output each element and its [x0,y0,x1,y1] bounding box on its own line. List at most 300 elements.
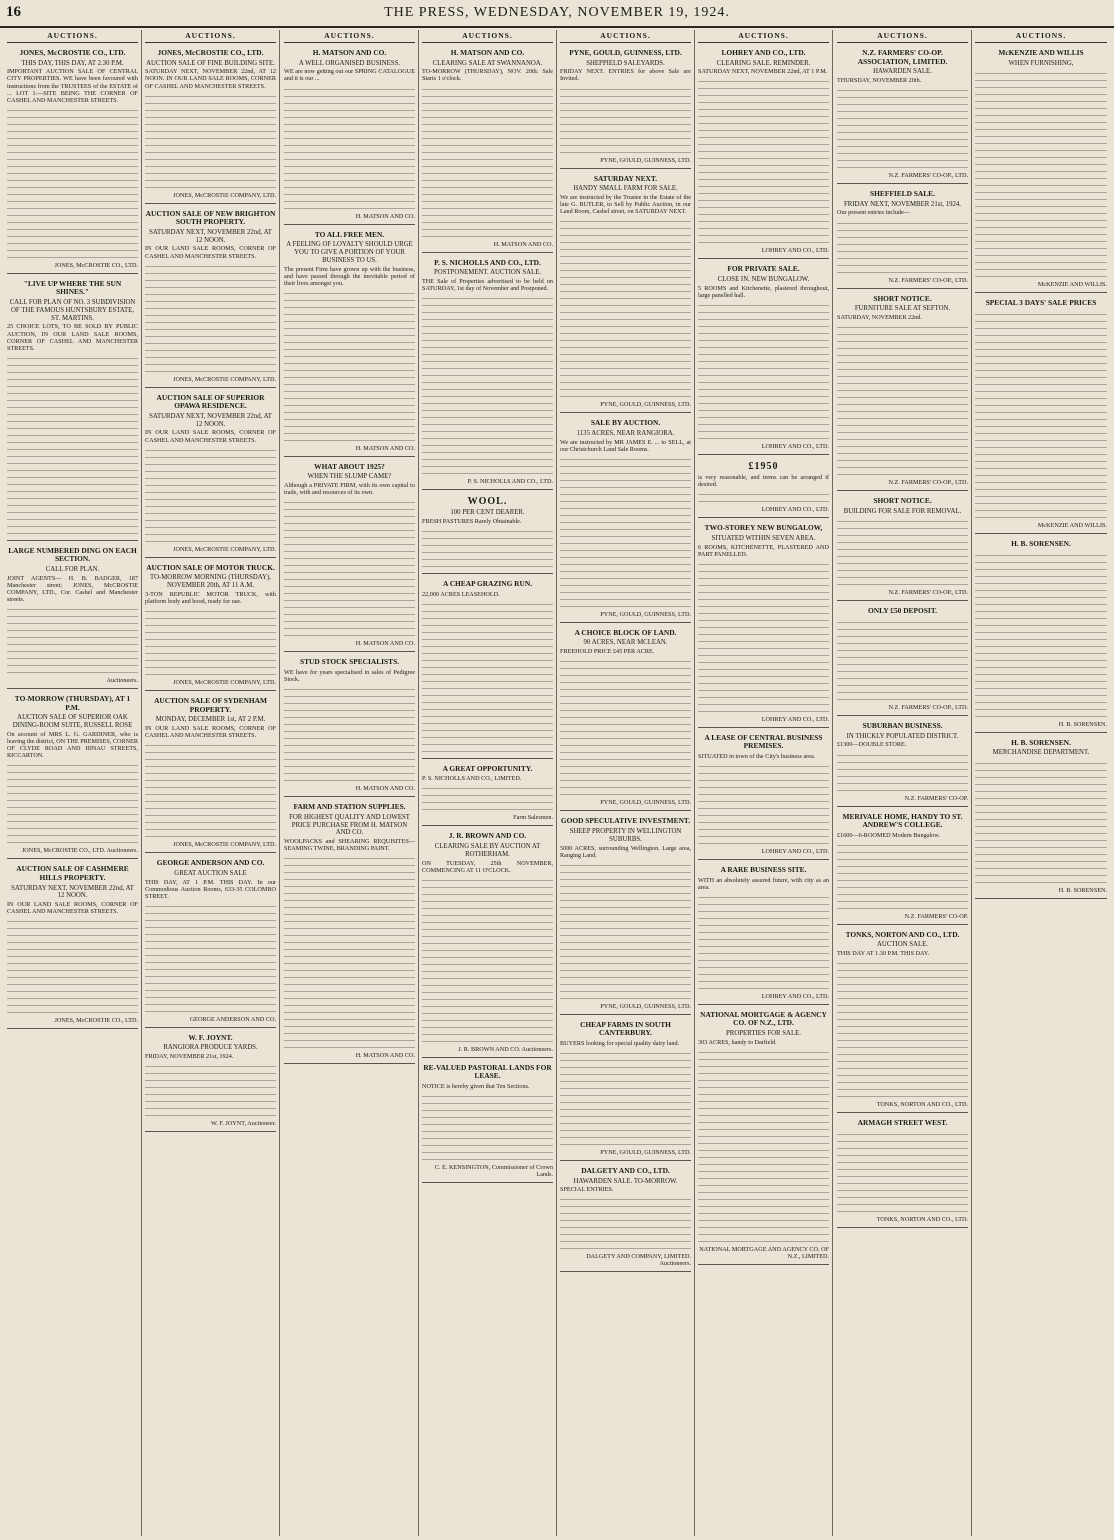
ad-signature: W. F. JOYNT, Auctioneer. [211,1120,276,1128]
ad-small-print [837,959,968,1099]
ad-heading: AUCTION SALE OF CASHMERE HILLS PROPERTY. [16,864,129,882]
ad-body: FRIDAY, NOVEMBER 21st, 1924. [145,1053,234,1061]
ad-heading: SHORT NOTICE. [873,293,932,303]
advertisement [145,1031,276,1132]
advertisement [698,731,829,860]
ad-heading: TO ALL FREE MEN. [314,229,385,239]
advertisement [975,46,1107,293]
ad-subheading: CALL FOR PLAN OF NO. 3 SUBDIVISION OF THE FAMOUS HUNTSBURY ESTATE, ST. MARTINS. [9,299,136,322]
ad-body: WOOLPACKS and SHEARING REQUISITES— SEAMING TWINE, BRANDING PAINT. [284,838,415,853]
advertisement [7,544,138,689]
ad-body: BUYERS looking for special quality dairy land. [560,1039,680,1047]
advertisement [837,292,968,491]
ad-heading: ONLY £50 DEPOSIT. [868,606,937,616]
ad-subheading: FOR HIGHEST QUALITY AND LOWEST PRICE PURCHASE FROM H. MATSON AND CO. [289,813,410,837]
ad-subheading: 100 PER CENT DEARER. [450,509,525,517]
ad-signature: N.Z. FARMERS' CO-OP., LTD. [888,704,968,712]
advertisement [837,810,968,925]
ad-heading: H. MATSON AND CO. [312,48,387,57]
advertisement [560,1018,691,1161]
column-6 [695,30,833,1536]
ad-heading: SALE BY AUCTION. [590,418,661,428]
ad-heading: A RARE BUSINESS SITE. [720,865,807,875]
ad-body: IMPORTANT AUCTION SALE OF CENTRAL CITY PROPERTIES. WE have been favoured with instructions from the TRUSTEES of the ESTATE of ... LOT 1.—SITE BEING THE CORNER OF CASHEL AND MANCHESTER STREETS. [7,68,138,104]
ad-small-print [7,106,138,260]
ad-small-print [560,1195,691,1251]
advertisement [7,46,138,274]
ad-small-print [560,455,691,609]
ad-heading: H. B. SORENSEN. [1011,538,1071,548]
ad-body: TO-MORROW (THURSDAY), NOV. 20th. Sale Starts 1 o'clock. [422,68,553,83]
advertisement [837,1116,968,1228]
ad-small-print [284,854,415,1050]
ad-signature: TONKS, NORTON AND CO., LTD. [876,1215,968,1223]
ad-subheading: AUCTION SALE OF FINE BUILDING SITE. [146,59,275,67]
ad-small-print [145,1062,276,1118]
ad-small-print [422,85,553,239]
ad-small-print [698,490,829,504]
advertisement [837,187,968,288]
advertisement [145,46,276,204]
ad-small-print [560,861,691,1001]
ad-signature: H. B. SORENSEN. [1058,720,1107,728]
ad-body: 3-TON REPUBLIC MOTOR TRUCK, with platform body and hood, ready for use. [145,590,276,605]
ad-heading: TONKS, NORTON AND CO., LTD. [845,929,960,939]
ad-body: 25 CHOICE LOTS, TO BE SOLD BY PUBLIC AUCTION, IN OUR LAND SALE ROOMS, CORNER OF CASHEL AND MANCHESTER STREETS. [7,323,138,352]
advertisement [560,172,691,414]
ad-signature: H. MATSON AND CO. [355,444,415,452]
advertisement [7,277,138,541]
ad-small-print [698,301,829,441]
ad-small-print [284,289,415,443]
advertisement [837,719,968,806]
advertisement [560,814,691,1014]
ad-small-print [560,85,691,155]
ad-body: JOINT AGENTS— H. B. BADGER, 187 Manchester street; JONES, McCROSTIE COMPANY, LTD., Cor. Cashel and Manchester streets. [7,574,138,604]
ad-small-print [837,751,968,793]
ad-heading: "LIVE UP WHERE THE SUN SHINES." [23,278,122,297]
ad-small-print [145,902,276,1014]
ad-subheading: CLEARING SALE BY AUCTION AT ROTHERHAM. [434,843,541,858]
ad-body: 22,000 ACRES LEASEHOLD. [422,590,500,598]
ad-signature: H. MATSON AND CO. [355,1052,415,1060]
column-8 [972,30,1110,1536]
ad-subheading: MONDAY, DECEMBER 1st, AT 2 P.M. [155,716,266,724]
ad-body: FRIDAY NEXT. ENTRIES for above Sale are Invited. [560,68,691,83]
advertisement [698,46,829,259]
ad-signature: LOHREY AND CO., LTD. [761,848,829,856]
column-header: AUCTIONS. [975,30,1107,43]
advertisement [560,626,691,811]
advertisement [284,460,415,653]
ad-signature: JONES, McCROSTIE COMPANY, LTD. [173,678,276,686]
ad-small-print [7,354,138,536]
advertisement [975,736,1107,899]
ad-subheading: AUCTION SALE. [877,941,928,949]
ad-subheading: GREAT AUCTION SALE [174,869,247,877]
ad-subheading: BUILDING FOR SALE FOR REMOVAL. [843,507,962,515]
column-3 [281,30,419,1536]
advertisement [145,856,276,1028]
ad-signature: GEORGE ANDERSON AND CO. [189,1015,276,1023]
ad-small-print [698,893,829,991]
ad-subheading: PROPERTIES FOR SALE. [726,1030,801,1038]
ad-small-print [560,1049,691,1147]
ad-signature: PYNE, GOULD, GUINNESS, LTD. [600,799,691,807]
column-2 [142,30,280,1536]
ad-small-print [975,759,1107,885]
ad-subheading: SHEPPIELD SALEYARDS. [586,59,665,67]
ad-signature: PYNE, GOULD, GUINNESS, LTD. [600,610,691,618]
ad-subheading: TO-MORROW MORNING (THURSDAY), NOVEMBER 20th, AT 11 A.M. [150,574,271,589]
advertisement [560,46,691,169]
column-header: AUCTIONS. [7,30,138,43]
ad-heading: JONES, McCROSTIE CO., LTD. [19,48,126,57]
ad-subheading: FRIDAY NEXT, NOVEMBER 21st, 1924. [844,200,961,208]
ad-subheading: FURNITURE SALE AT SEFTON. [854,305,951,313]
advertisement [284,46,415,225]
ad-signature: LOHREY AND CO., LTD. [761,715,829,723]
ad-small-print [560,217,691,399]
advertisement [837,46,968,184]
ad-small-print [7,917,138,1015]
ad-small-print [698,762,829,846]
advertisement [422,829,553,1057]
ad-small-print [837,618,968,702]
ad-signature: PYNE, GOULD, GUINNESS, LTD. [600,1148,691,1156]
ad-body: SPECIAL ENTRIES. [560,1186,614,1194]
page-number: 16 [6,4,21,20]
ad-heading: SATURDAY NEXT. [593,173,658,183]
ad-signature: N.Z. FARMERS' CO-OP., LTD. [888,172,968,180]
column-header: AUCTIONS. [422,30,553,43]
ad-body: SATURDAY, NOVEMBER 22nd. [837,313,922,321]
ad-body: THE Sale of Properties advertised to be held on SATURDAY, 1st day of November and Postponed. [422,277,553,293]
ad-signature: JONES, McCROSTIE COMPANY, LTD. [173,841,276,849]
ad-small-print [284,85,415,211]
ad-heading: H. MATSON AND CO. [450,48,525,57]
ad-small-print [422,876,553,1044]
column-7 [834,30,972,1536]
ad-subheading: SITUATED WITHIN SEVEN AREA. [711,534,816,542]
ad-signature: JONES, McCROSTIE COMPANY, LTD. [173,375,276,383]
ad-body: P. S. NICHOLLS AND CO., LIMITED. [422,775,522,783]
ad-small-print [7,605,138,675]
ad-heading: AUCTION SALE OF SUPERIOR OPAWA RESIDENCE. [156,392,265,411]
ad-heading: AUCTION SALE OF SYDENHAM PROPERTY. [154,695,267,714]
ad-small-print [422,784,553,812]
ad-heading: CHEAP FARMS IN SOUTH CANTERBURY. [580,1019,671,1038]
ad-small-print [284,498,415,638]
ad-subheading: A FEELING OF LOYALTY SHOULD URGE YOU TO GIVE A PORTION OF YOUR BUSINESS TO US. [286,241,413,264]
ad-heading: A CHOICE BLOCK OF LAND. [574,627,677,637]
ad-small-print [698,1048,829,1244]
ad-small-print [422,294,553,476]
ad-heading: TWO-STOREY NEW BUNGALOW, [704,523,823,533]
ad-small-print [837,86,968,170]
advertisement [560,1164,691,1272]
ad-small-print [145,92,276,190]
ad-small-print [975,69,1107,279]
ad-signature: J. R. BROWN AND CO. Auctioneers. [458,1045,553,1053]
ad-body: WE are now getting out our SPRING CATALOGUE and it is our ... [284,68,415,83]
ad-signature: JONES, McCROSTIE CO., LTD. Auctioneers. [21,847,138,855]
ad-body: IN OUR LAND SALE ROOMS, CORNER OF CASHEL AND MANCHESTER STREETS. [7,901,138,916]
ad-signature: H. B. SORENSEN. [1058,886,1107,894]
advertisement [698,863,829,1005]
ad-body: SITUATED in town of the City's business area. [698,753,816,761]
ad-heading: W. F. JOYNT. [188,1032,233,1042]
ad-heading: A LEASE OF CENTRAL BUSINESS PREMISES. [704,732,823,751]
ad-heading: H. B. SORENSEN. [1011,737,1071,747]
ad-signature: JONES, McCROSTIE CO., LTD. [54,261,138,269]
ad-heading: GEORGE ANDERSON AND CO. [156,858,265,868]
ad-heading: N.Z. FARMERS' CO-OP. ASSOCIATION, LIMITED. [857,48,948,66]
ad-subheading: CLOSE IN. NEW BUNGALOW. [717,276,810,284]
ad-small-print [145,741,276,839]
ad-subheading: HANDY SMALL FARM FOR SALE. [573,185,678,193]
ad-subheading: MERCHANDISE DEPARTMENT. [992,749,1090,757]
advertisement [975,537,1107,733]
ad-subheading: SHEEP PROPERTY IN WELLINGTON SUBURBS. [569,827,682,843]
ad-heading: SHORT NOTICE. [873,496,932,506]
ad-signature: NATIONAL MORTGAGE AND AGENCY CO. OF N.Z., LIMITED. [699,1245,829,1260]
ad-subheading: WHEN THE SLUMP CAME? [307,473,392,481]
advertisement [145,207,276,388]
ad-heading: A GREAT OPPORTUNITY. [442,763,533,773]
ad-subheading: CLEARING SALE AT SWANNANOA. [432,59,543,67]
advertisement [284,800,415,1064]
ad-small-print [837,219,968,275]
page-title: THE PRESS, WEDNESDAY, NOVEMBER 19, 1924. [384,5,730,20]
advertisement [145,391,276,558]
ad-heading: PYNE, GOULD, GUINNESS, LTD. [569,48,682,57]
ad-body: THIS DAY AT 1.30 P.M. THIS DAY. [837,950,930,958]
ad-small-print [422,600,553,754]
advertisement [7,692,138,859]
ad-signature: LOHREY AND CO., LTD. [761,992,829,1000]
ad-small-print [837,841,968,911]
columns-container [4,30,1110,1536]
ad-heading: J. R. BROWN AND CO. [448,831,527,841]
ad-small-print [284,685,415,783]
ad-small-print [975,310,1107,520]
column-1 [4,30,142,1536]
ad-subheading: AUCTION SALE OF SUPERIOR OAK DINING-ROOM SUITE, RUSSELL ROSE [12,714,133,730]
ad-small-print [698,560,829,714]
ad-heading: SHEFFIELD SALE. [870,189,935,199]
ad-signature: H. MATSON AND CO. [355,785,415,793]
ad-body: IN OUR LAND SALE ROOMS, CORNER OF CASHEL AND MANCHESTER STREETS. [145,429,276,444]
ad-subheading: THIS DAY, THIS DAY, AT 2.30 P.M. [21,59,124,67]
ad-signature: McKENZIE AND WILLIS. [1037,281,1107,289]
ad-body: SATURDAY NEXT, NOVEMBER 22nd, AT 12 NOON. IN OUR LAND SALE ROOMS, CORNER OF CASHEL AND MANCHESTER STREETS. [145,68,276,90]
ad-small-print [698,77,829,245]
ad-small-print [560,657,691,797]
ad-heading: GOOD SPECULATIVE INVESTMENT. [560,816,691,826]
ad-subheading: A WELL ORGANISED BUSINESS. [298,59,401,67]
ad-signature: P. S. NICHOLLS AND CO., LTD. [467,478,553,486]
ad-heading: NATIONAL MORTGAGE & AGENCY CO. OF N.Z., LTD. [700,1009,827,1028]
ad-signature: H. MATSON AND CO. [355,640,415,648]
ad-signature: LOHREY AND CO., LTD. [761,443,829,451]
ad-subheading: RANGIORA PRODUCE YARDS. [163,1044,258,1052]
ad-body: 5000 ACRES, surrounding Wellington. Large area, Ranging Land. [560,844,691,859]
ad-body: 303 ACRES, handy to Darfield. [698,1038,777,1046]
ad-body: £1600—6-ROOMED Modern Bungalow. [837,831,940,839]
ad-heading: FOR PRIVATE SALE. [727,264,800,274]
ad-body: ON TUESDAY, 25th NOVEMBER, COMMENCING AT 11 O'CLOCK. [422,859,553,874]
column-4 [419,30,557,1536]
advertisement [145,561,276,691]
ad-signature: PYNE, GOULD, GUINNESS, LTD. [600,1002,691,1010]
advertisement [422,493,553,574]
ad-heading: A CHEAP GRAZING RUN. [442,579,533,589]
ad-signature: N.Z. FARMERS' CO-OP., LTD. [888,589,968,597]
ad-signature: PYNE, GOULD, GUINNESS, LTD. [600,156,691,164]
ad-subheading: 90 ACRES, NEAR MCLEAN. [583,639,668,647]
ad-signature: Farm Salesmen. [513,814,553,822]
ad-heading: DALGETY AND CO., LTD. [581,1165,670,1175]
column-header: AUCTIONS. [284,30,415,43]
ad-signature: JONES, McCROSTIE COMPANY, LTD. [173,545,276,553]
ad-body: WITH an absolutely assured future, with city as an area. [698,876,829,891]
advertisement [837,604,968,716]
ad-heading: ARMAGH STREET WEST. [857,1118,948,1128]
ad-heading: AUCTION SALE OF NEW BRIGHTON SOUTH PROPERTY. [145,208,276,227]
advertisement [698,521,829,728]
ad-body: On account of MRS L. G. GARDINER, who is leaving the district, ON THE PREMISES, CORNER OF CLYDE ROAD AND HINAU STREETS, RICCARTON. [7,730,138,760]
advertisement [837,928,968,1113]
ad-signature: TONKS, NORTON AND CO., LTD. [876,1101,968,1109]
ad-subheading: 1135 ACRES, NEAR RANGIORA. [576,429,675,437]
ad-heading: P. S. NICHOLLS AND CO., LTD. [434,257,541,267]
ad-heading: FARM AND STATION SUPPLIES. [293,802,406,812]
ad-heading: £1950 [748,461,779,473]
ad-heading: TO-MORROW (THURSDAY), AT 1 P.M. [14,694,131,712]
ad-heading: AUCTION SALE OF MOTOR TRUCK. [146,562,275,572]
advertisement [560,416,691,623]
ad-signature: LOHREY AND CO., LTD. [761,506,829,514]
ad-heading: WOOL. [467,496,508,508]
ad-subheading: HAWARDEN SALE. [873,68,932,76]
ad-small-print [837,1130,968,1214]
advertisement [837,494,968,601]
ad-signature: Auctioneers. [106,677,138,685]
ad-subheading: SATURDAY NEXT, NOVEMBER 22nd, AT 12 NOON. [149,412,272,428]
advertisement [422,256,553,491]
ad-subheading: WHEN FURNISHING, [1008,59,1074,67]
masthead [0,0,1114,28]
ad-signature: JONES, McCROSTIE CO., LTD. [54,1017,138,1025]
ad-subheading: CLEARING SALE. REMINDER. [716,59,811,67]
advertisement [422,1061,553,1183]
advertisement [284,655,415,797]
ad-signature: McKENZIE AND WILLIS. [1037,521,1107,529]
ad-body: SATURDAY NEXT, NOVEMBER 22nd, AT 1 P.M. [698,68,828,76]
ad-body: Our present entries include— [837,209,911,217]
advertisement [422,577,553,759]
ad-heading: LOHREY AND CO., LTD. [721,48,806,57]
advertisement [7,862,138,1029]
ad-signature: N.Z. FARMERS' CO-OP. [904,794,968,802]
ad-subheading: SATURDAY NEXT, NOVEMBER 22nd, AT 12 NOON. [11,884,134,900]
ad-heading: RE-VALUED PASTORAL LANDS FOR LEASE. [423,1062,552,1081]
advertisement [698,1008,829,1265]
ad-signature: H. MATSON AND CO. [355,212,415,220]
ad-heading: JONES, McCROSTIE CO., LTD. [157,48,264,57]
ad-small-print [422,1092,553,1162]
advertisement [145,694,276,853]
ad-body: £1300—DOUBLE STORE. [837,741,907,749]
ad-small-print [145,446,276,544]
ad-body: WE have for years specialised in sales of Pedigree Stock. [284,669,415,684]
column-5 [557,30,695,1536]
column-header: AUCTIONS. [837,30,968,43]
ad-signature: H. MATSON AND CO. [493,240,553,248]
ad-subheading: HAWARDEN SALE. TO-MORROW. [573,1177,678,1185]
advertisement [422,762,553,827]
ad-small-print [145,262,276,374]
advertisement [698,458,829,518]
ad-subheading: POSTPONEMENT. AUCTION SALE. [433,269,542,277]
ad-subheading: CALL FOR PLAN. [45,566,100,573]
advertisement [284,228,415,457]
ad-body: THIS DAY, AT 1 P.M. THIS DAY. In our Commodious Auction Rooms, 633-35 COLOMBO STREET. [145,878,276,900]
ad-body: NOTICE is hereby given that Ten Sections. [422,1082,530,1090]
advertisement [698,262,829,455]
ad-small-print [422,527,553,569]
ad-signature: C. E. KENSINGTON, Commissioner of Crown Lands. [434,1164,553,1179]
ad-heading: SUBURBAN BUSINESS. [862,721,943,731]
ad-small-print [7,761,138,845]
ad-signature: DALGETY AND COMPANY, LIMITED. Auctioneers. [586,1253,691,1268]
ad-signature: JONES, McCROSTIE COMPANY, LTD. [173,191,276,199]
ad-heading: WHAT ABOUT 1925? [314,461,385,471]
column-header: AUCTIONS. [560,30,691,43]
column-header: AUCTIONS. [145,30,276,43]
ad-subheading: SATURDAY NEXT, NOVEMBER 22nd, AT 12 NOON. [149,228,272,244]
ad-heading: LARGE NUMBERED DING ON EACH SECTION. [8,545,137,564]
ad-signature: LOHREY AND CO., LTD. [761,247,829,255]
column-header: AUCTIONS. [698,30,829,43]
ad-body: The present Firm have grown up with the business, and have passed through the inevitable period of their lives amongst you. [284,265,415,287]
ad-body: We are instructed by the Trustee in the Estate of the late G. BUTLER, to Sell by Public Auction, in our Land Room, Cashel street, on SATURDAY NEXT. [560,193,691,216]
ad-body: THURSDAY, NOVEMBER 20th. [837,76,922,84]
ad-small-print [837,323,968,477]
ad-heading: SPECIAL 3 DAYS' SALE PRICES [985,298,1097,308]
ad-body: IN OUR LAND SALE ROOMS, CORNER OF CASHEL AND MANCHESTER STREETS. [145,245,276,260]
ad-signature: N.Z. FARMERS' CO-OP., LTD. [888,479,968,487]
ad-body: Although a PRIVATE FIRM, with its own capital to trade, with and resources of its own. [284,482,415,497]
ad-body: 6 ROOMS, KITCHENETTE, PLASTERED AND PART PANELLED. [698,543,829,558]
ad-body: We are instructed by MR JAMES E. ... to SELL, at our Christchurch Land Sale Rooms. [560,438,691,453]
advertisement [422,46,553,253]
ad-small-print [145,607,276,677]
ad-body: IN OUR LAND SALE ROOMS, CORNER OF CASHEL AND MANCHESTER STREETS. [145,724,276,740]
ad-signature: N.Z. FARMERS' CO-OP. [904,912,968,920]
ad-body: is very reasonable, and terms can be arranged if desired. [698,474,829,489]
ad-body: FRESH PASTURES Rarely Obtainable. [422,517,522,525]
advertisement [975,296,1107,534]
ad-heading: MERIVALE HOME, HANDY TO ST. ANDREW'S COLLEGE. [842,811,963,830]
ad-signature: PYNE, GOULD, GUINNESS, LTD. [600,401,691,409]
ad-signature: N.Z. FARMERS' CO-OP., LTD. [888,276,968,284]
ad-small-print [837,517,968,587]
ad-small-print [975,551,1107,719]
ad-body: FREEHOLD PRICE £45 PER ACRE. [560,648,655,656]
ad-subheading: IN THICKLY POPULATED DISTRICT. [846,732,959,740]
